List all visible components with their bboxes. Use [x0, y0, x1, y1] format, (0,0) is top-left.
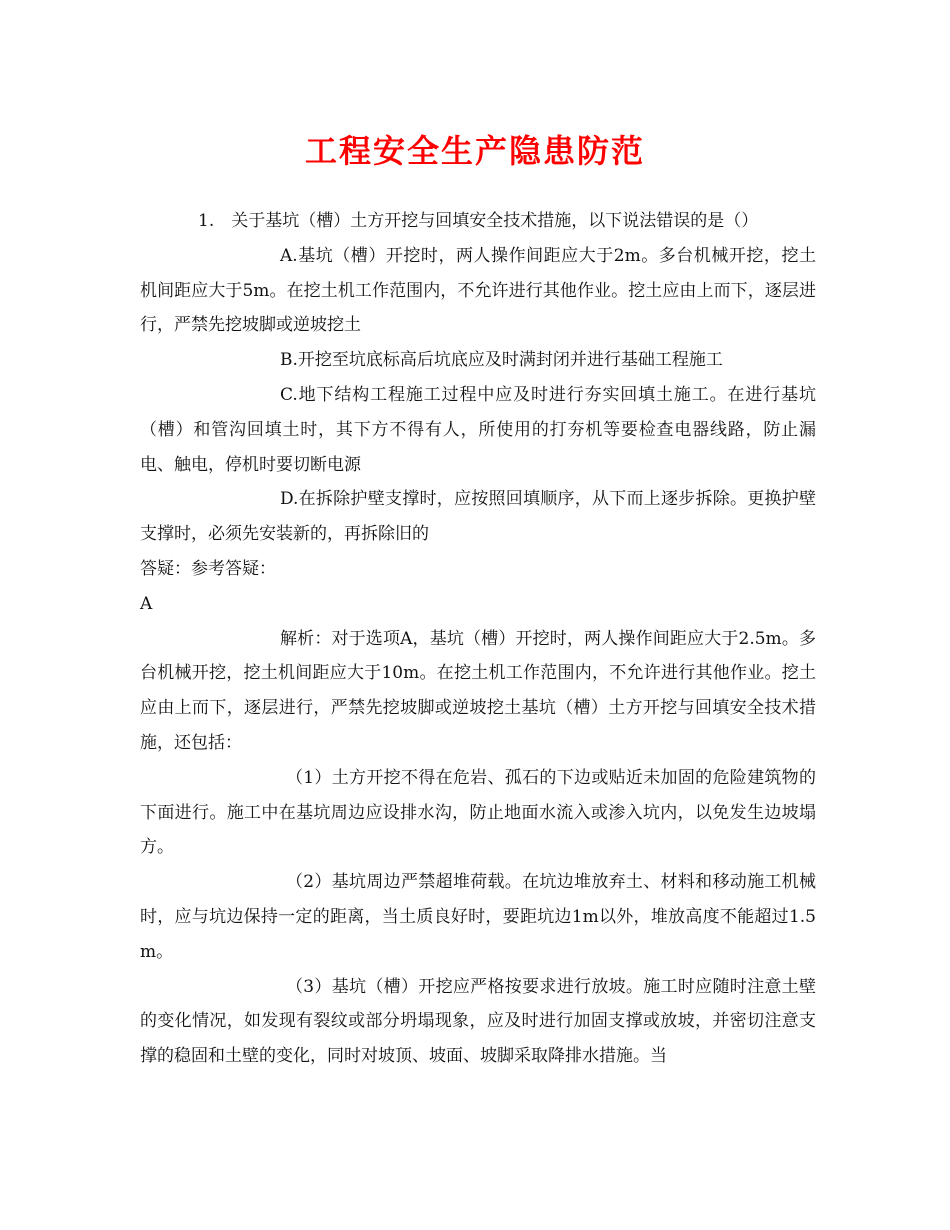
- answer-value: A: [140, 593, 153, 614]
- point-3: （3）基坑（槽）开挖应严格按要求进行放坡。施工时应随时注意土壁的变化情况，如发现有裂纹或部分坍塌现象，应及时进行加固支撑或放坡，并密切注意支撑的稳固和土壁的变化，同时对坡顶、坡面、坡脚采取降排水措施。当: [140, 976, 816, 1067]
- point-1: （1）土方开挖不得在危岩、孤石的下边或贴近未加固的危险建筑物的下面进行。施工中在基坑周边应设排水沟，防止地面水流入或渗入坑内，以免发生边坡塌方。: [140, 767, 816, 858]
- question-text: 1. 关于基坑（槽）土方开挖与回填安全技术措施，以下说法错误的是（）: [198, 211, 759, 231]
- document-body: [140, 204, 816, 1074]
- option-d: D.在拆除护壁支撑时，应按照回填顺序，从下而上逐步拆除。更换护壁支撑时，必须先安装新的，再拆除旧的: [140, 489, 816, 545]
- document-title: 工程安全生产隐患防范: [304, 132, 645, 170]
- option-a: A.基坑（槽）开挖时，两人操作间距应大于2m。多台机械开挖，挖土机间距应大于5m。在挖土机工作范围内，不允许进行其他作业。挖土应由上而下，逐层进行，严禁先挖坡脚或逆坡挖土: [140, 245, 816, 336]
- point-2: （2）基坑周边严禁超堆荷载。在坑边堆放弃土、材料和移动施工机械时，应与坑边保持一定的距离，当土质良好时，要距坑边1m以外，堆放高度不能超过1.5m。: [140, 872, 816, 962]
- option-c: C.地下结构工程施工过程中应及时进行夯实回填土施工。在进行基坑（槽）和管沟回填土时，其下方不得有人，所使用的打夯机等要检查电器线路，防止漏电、触电，停机时要切断电源: [140, 384, 816, 475]
- analysis-text: 解析：对于选项A，基坑（槽）开挖时，两人操作间距应大于2.5m。多台机械开挖，挖土机间距应大于10m。在挖土机工作范围内，不允许进行其他作业。挖土应由上而下，逐层进行，严禁先挖坡脚或逆坡挖土基坑（槽）土方开挖与回填安全技术措施，还包括：: [140, 628, 816, 753]
- answer-label: 答疑：参考答疑：: [140, 558, 276, 579]
- option-b: B.开挖至坑底标高后坑底应及时满封闭并进行基础工程施工: [280, 350, 723, 371]
